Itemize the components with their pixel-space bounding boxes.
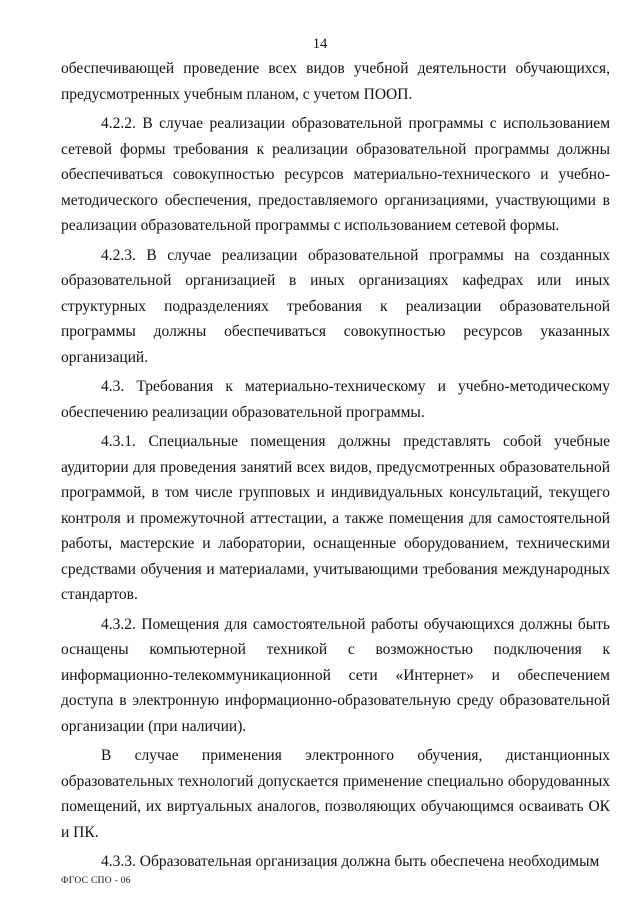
- paragraph: обеспечивающей проведение всех видов учебной деятельности обучающихся, предусмотренных учебным планом, с учетом ПООП.: [61, 60, 610, 103]
- document-body: [61, 56, 610, 879]
- paragraph: В случае применения электронного обучения, дистанционных образовательных технологий допускается применение специально оборудованных помещений, их виртуальных аналогов, позволяющих обучающимся осваивать ОК и ПК.: [61, 747, 610, 841]
- paragraph: 4.3.3. Образовательная организация должна быть обеспечена необходимым: [101, 853, 600, 870]
- page-number: 14: [312, 36, 328, 52]
- footer-label: ФГОС СПО - 06: [61, 876, 131, 886]
- paragraph: 4.3.2. Помещения для самостоятельной работы обучающихся должны быть оснащены компьютерной техникой с возможностью подключения к информационно-телекоммуникационной сети «Интернет» и обеспечением доступа в электронную информационно-образовательную среду образовательной организации (при наличии).: [61, 615, 610, 735]
- paragraph: 4.3.1. Специальные помещения должны представлять собой учебные аудитории для проведения занятий всех видов, предусмотренных образовательной программой, в том числе групповых и индивидуальных консультаций, текущего контроля и промежуточной аттестации, а также помещения для самостоятельной работы, мастерские и лаборатории, оснащенные оборудованием, техническими средствами обучения и материалами, учитывающими требования международных стандартов.: [61, 433, 610, 603]
- paragraph: 4.3. Требования к материально-техническому и учебно-методическому обеспечению реализации образовательной программы.: [61, 378, 610, 421]
- paragraph: 4.2.3. В случае реализации образовательной программы на созданных образовательной организацией в иных организациях кафедрах или иных структурных подразделениях требования к реализации образовательной программы должны обеспечиваться совокупностью ресурсов указанных организаций.: [61, 246, 610, 366]
- paragraph: 4.2.2. В случае реализации образовательной программы с использованием сетевой формы требования к реализации образовательной программы должны обеспечиваться совокупностью ресурсов материально-технического и учебно-методического обеспечения, предоставляемого организациями, участвующими в реализации образовательной программы с использованием сетевой формы.: [61, 115, 610, 234]
